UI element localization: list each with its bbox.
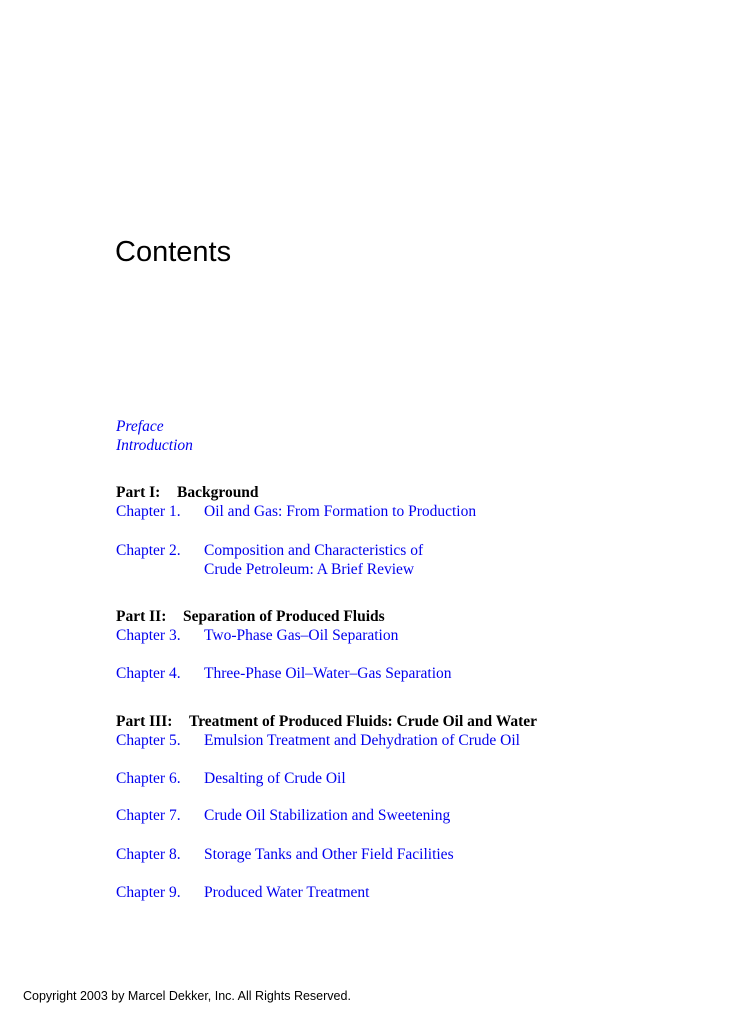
chapter-title: Three-Phase Oil–Water–Gas Separation	[204, 665, 452, 682]
part-heading-2	[116, 607, 385, 626]
toc-link-chapter-1[interactable]	[116, 502, 476, 521]
chapter-title: Oil and Gas: From Formation to Production	[204, 503, 477, 520]
toc-link-chapter-6[interactable]	[116, 769, 346, 788]
part-title: Treatment of Produced Fluids: Crude Oil and Water	[189, 713, 538, 730]
chapter-title: Produced Water Treatment	[204, 884, 370, 901]
part-heading-1	[116, 483, 259, 502]
toc-link-chapter-3[interactable]	[116, 626, 398, 645]
chapter-title: Two-Phase Gas–Oil Separation	[204, 627, 399, 644]
part-number: Part II:	[116, 608, 167, 625]
chapter-title: Storage Tanks and Other Field Facilities	[204, 846, 454, 863]
chapter-title: Composition and Characteristics of Crude Petroleum: A Brief Review	[204, 542, 424, 578]
chapter-number: Chapter 3.	[116, 627, 181, 644]
chapter-number: Chapter 4.	[116, 665, 181, 682]
toc-link-chapter-8[interactable]	[116, 845, 454, 864]
chapter-number: Chapter 2.	[116, 542, 181, 559]
toc-link-chapter-7[interactable]	[116, 806, 450, 825]
toc-link-preface[interactable]: Preface	[116, 418, 164, 435]
page-title: Contents	[115, 236, 232, 268]
part-title: Separation of Produced Fluids	[183, 608, 385, 625]
toc-link-chapter-5[interactable]	[116, 731, 520, 750]
chapter-number: Chapter 5.	[116, 732, 181, 749]
part-title: Background	[177, 484, 259, 501]
chapter-title: Emulsion Treatment and Dehydration of Crude Oil	[204, 732, 520, 749]
toc-link-introduction[interactable]: Introduction	[116, 437, 193, 454]
part-heading-3	[116, 712, 537, 731]
toc-link-chapter-4[interactable]	[116, 664, 452, 683]
chapter-number: Chapter 9.	[116, 884, 181, 901]
chapter-number: Chapter 1.	[116, 503, 181, 520]
part-number: Part I:	[116, 484, 161, 501]
chapter-number: Chapter 6.	[116, 770, 181, 787]
toc-link-chapter-9[interactable]	[116, 883, 370, 902]
chapter-number: Chapter 8.	[116, 846, 181, 863]
toc-link-chapter-2[interactable]	[116, 541, 423, 579]
copyright-notice: Copyright 2003 by Marcel Dekker, Inc. All Rights Reserved.	[23, 989, 351, 1003]
chapter-number: Chapter 7.	[116, 807, 181, 824]
part-number: Part III:	[116, 713, 173, 730]
chapter-title: Crude Oil Stabilization and Sweetening	[204, 807, 451, 824]
chapter-title: Desalting of Crude Oil	[204, 770, 346, 787]
